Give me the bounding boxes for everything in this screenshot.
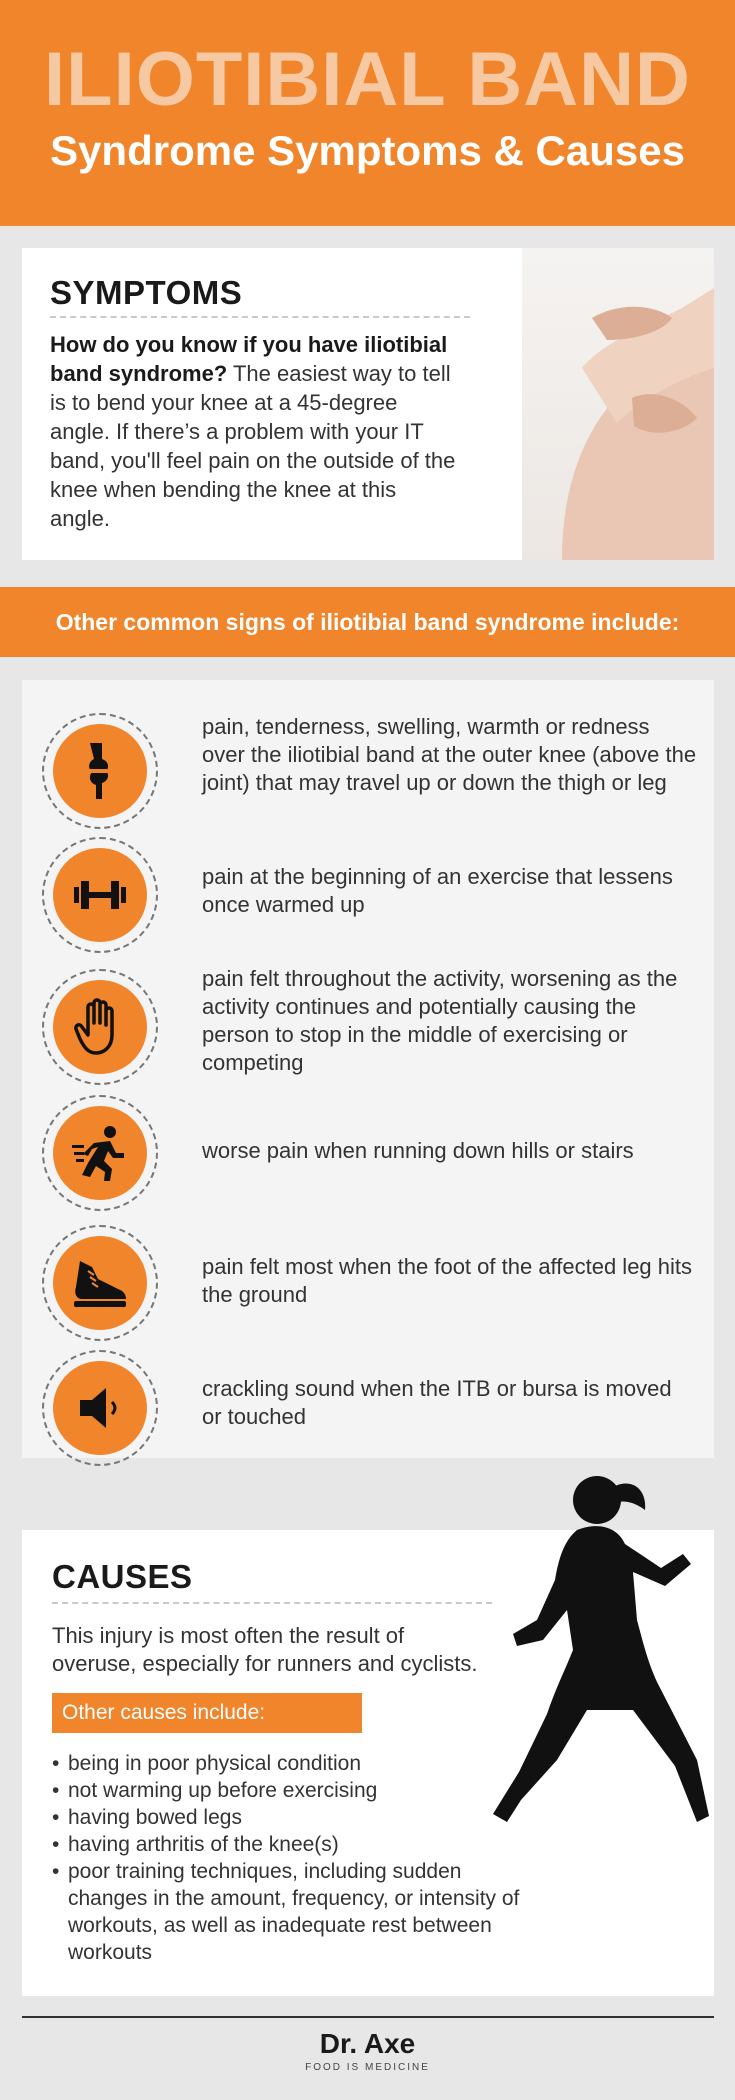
- symptoms-card: [22, 248, 714, 560]
- causes-card: [22, 1530, 714, 1996]
- symptoms-heading: SYMPTOMS: [50, 274, 243, 311]
- sign-text: pain felt throughout the activity, worsening as the activity continues and potentially causing the person to stop in the middle of exercising or competing: [202, 966, 678, 1075]
- list-item: • poor training techniques, including sudden changes in the amount, frequency, or intensity of workouts, as well as inadequate rest between workouts: [52, 1858, 522, 1966]
- page-title: ILIOTIBIAL BAND: [44, 37, 691, 122]
- icon-ring: [42, 1225, 158, 1341]
- symptoms-description: [50, 330, 460, 533]
- sign-text: worse pain when running down hills or stairs: [202, 1138, 634, 1163]
- stop-hand-icon: [70, 997, 130, 1057]
- causes-intro: This injury is most often the result of overuse, especially for runners and cyclists.: [52, 1623, 478, 1676]
- causes-divider: [52, 1602, 492, 1604]
- icon-ring: [42, 837, 158, 953]
- sign-item: [22, 705, 714, 835]
- list-item: • being in poor physical condition: [52, 1750, 522, 1777]
- running-person-icon: [70, 1123, 130, 1183]
- page-subtitle: Syndrome Symptoms & Causes: [50, 127, 685, 174]
- knee-photo: [522, 248, 714, 560]
- brand-logo: Dr. Axe: [319, 2028, 416, 2059]
- sign-item: [22, 965, 714, 1095]
- header-banner: [0, 0, 735, 226]
- sign-item: [22, 1095, 714, 1225]
- dumbbell-icon: [70, 865, 130, 925]
- runner-silhouette: [447, 1460, 717, 1850]
- footer: [0, 2030, 735, 2073]
- sign-item: [22, 835, 714, 965]
- brand-tagline: FOOD IS MEDICINE: [305, 2062, 430, 2073]
- sign-text: pain, tenderness, swelling, warmth or redness over the iliotibial band at the outer knee (above the joint) that may travel up or down the thigh or leg: [202, 714, 697, 795]
- sneaker-icon: [70, 1253, 130, 1313]
- sign-text: pain felt most when the foot of the affected leg hits the ground: [202, 1254, 693, 1307]
- sign-text: pain at the beginning of an exercise that lessens once warmed up: [202, 864, 673, 917]
- symptoms-question: How do you know if you have iliotibial band syndrome?: [50, 332, 448, 386]
- signs-panel: [22, 680, 714, 1458]
- icon-ring: [42, 713, 158, 829]
- icon-ring: [42, 1095, 158, 1211]
- list-item: • having bowed legs: [52, 1804, 522, 1831]
- speaker-icon: [70, 1378, 130, 1438]
- knee-joint-icon: [70, 741, 130, 801]
- sign-text: crackling sound when the ITB or bursa is moved or touched: [202, 1376, 672, 1429]
- icon-ring: [42, 1350, 158, 1466]
- list-item: • not warming up before exercising: [52, 1777, 522, 1804]
- signs-banner: Other common signs of iliotibial band syndrome include:: [0, 587, 735, 657]
- causes-label: Other causes include:: [52, 1693, 362, 1733]
- list-item: • having arthritis of the knee(s): [52, 1831, 522, 1858]
- knee-illustration: [522, 248, 714, 560]
- causes-heading: CAUSES: [52, 1558, 193, 1595]
- sign-item: [22, 1225, 714, 1355]
- symptoms-divider: [50, 316, 470, 318]
- icon-ring: [42, 969, 158, 1085]
- symptoms-body: The easiest way to tell is to bend your knee at a 45-degree angle. If there’s a problem with your IT band, you'll feel pain on the outside of the knee when bending the knee at this angle.: [50, 361, 456, 531]
- footer-divider: [22, 2016, 714, 2018]
